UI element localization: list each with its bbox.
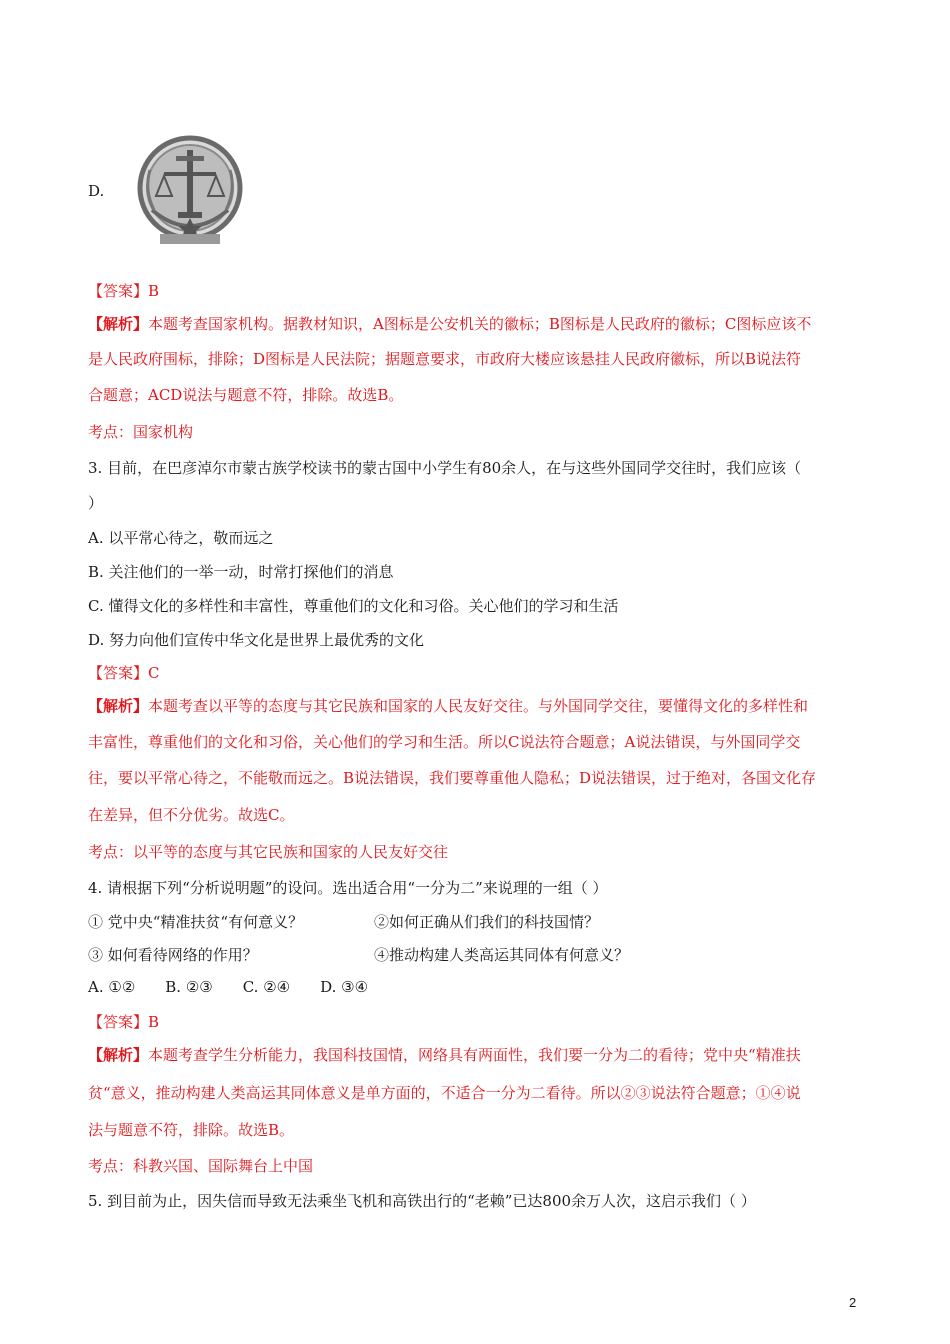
court-emblem-image (130, 130, 250, 250)
analysis-tag: 【解析】 (88, 315, 149, 333)
q3-analysis-line-3: 往，要以平常心待之，不能敬而远之。B说法错误，我们要尊重他人隐私；D说法错误，过于绝对，各国文化存 (88, 769, 817, 787)
q2-kaodian: 考点：国家机构 (88, 423, 194, 441)
q4-items-row-1 (88, 911, 599, 932)
q5-stem: 5. 到目前为止，因失信而导致无法乘坐飞机和高铁出行的“老赖”已达800余万人次，这启示我们（ ） (88, 1192, 756, 1210)
q4-items-row-2 (88, 944, 629, 965)
q4-choice-c: C. ②④ (242, 978, 291, 996)
analysis-tag: 【解析】 (88, 697, 149, 715)
option-d-label: D. (88, 182, 105, 200)
q4-choice-a: A. ①② (88, 978, 136, 996)
analysis-tag: 【解析】 (88, 1046, 149, 1064)
q2-analysis-line-1: 【解析】本题考查国家机构。据教材知识，A图标是公安机关的徽标；B图标是人民政府的徽标；C图标应该不 (88, 315, 812, 333)
page-number: 2 (849, 1295, 857, 1310)
q4-choice-d: D. ③④ (320, 978, 369, 996)
q4-choices (88, 978, 368, 996)
q4-stem: 4. 请根据下列“分析说明题”的设问。选出适合用“一分为二”来说理的一组（ ） (88, 879, 608, 897)
q4-analysis-line-3: 法与题意不符，排除。故选B。 (88, 1121, 295, 1139)
q4-item-2: ②如何正确从们我们的科技国情？ (374, 913, 600, 931)
q3-stem-line-1: 3. 目前，在巴彦淖尔市蒙古族学校读书的蒙古国中小学生有80余人，在与这些外国同学交往时，我们应该（ (88, 459, 802, 477)
q4-analysis-line-1: 【解析】本题考查学生分析能力，我国科技国情，网络具有两面性，我们要一分为二的看待；党中央“精准扶 (88, 1046, 801, 1064)
q3-analysis-line-4: 在差异，但不分优劣。故选C。 (88, 806, 295, 824)
q4-item-1: ① 党中央“精准扶贫“有何意义？ (88, 913, 304, 931)
q3-option-b: B. 关注他们的一举一动，时常打探他们的消息 (88, 563, 394, 581)
q3-option-c: C. 懂得文化的多样性和丰富性，尊重他们的文化和习俗。关心他们的学习和生活 (88, 597, 619, 615)
q3-analysis-line-2: 丰富性，尊重他们的文化和习俗，关心他们的学习和生活。所以C说法符合题意；A说法错误，与外国同学交 (88, 733, 801, 751)
q3-option-d: D. 努力向他们宣传中华文化是世界上最优秀的文化 (88, 631, 425, 649)
q4-analysis-line-2: 贫“意义，推动构建人类高运其同体意义是单方面的，不适合一分为二看待。所以②③说法符合题意；①④说 (88, 1084, 801, 1102)
q4-choice-b: B. ②③ (165, 978, 213, 996)
q4-item-4: ④推动构建人类高运其同体有何意义？ (374, 946, 630, 964)
q3-stem-line-2: ） (88, 494, 104, 512)
q4-kaodian: 考点：科教兴国、国际舞台上中国 (88, 1157, 314, 1175)
q3-analysis-line-1: 【解析】本题考查以平等的态度与其它民族和国家的人民友好交往。与外国同学交往，要懂得文化的多样性和 (88, 697, 809, 715)
q3-kaodian: 考点：以平等的态度与其它民族和国家的人民友好交往 (88, 843, 449, 861)
q3-answer: 【答案】C (88, 664, 160, 682)
q2-answer: 【答案】B (88, 282, 160, 300)
q4-answer: 【答案】B (88, 1013, 160, 1031)
q2-analysis-line-3: 合题意；ACD说法与题意不符，排除。故选B。 (88, 386, 404, 404)
q2-analysis-line-2: 是人民政府围标，排除；D图标是人民法院；据题意要求，市政府大楼应该悬挂人民政府徽标，所以B说法符 (88, 350, 802, 368)
q3-option-a: A. 以平常心待之，敬而远之 (88, 529, 274, 547)
q4-item-3: ③ 如何看待网络的作用？ (88, 946, 258, 964)
